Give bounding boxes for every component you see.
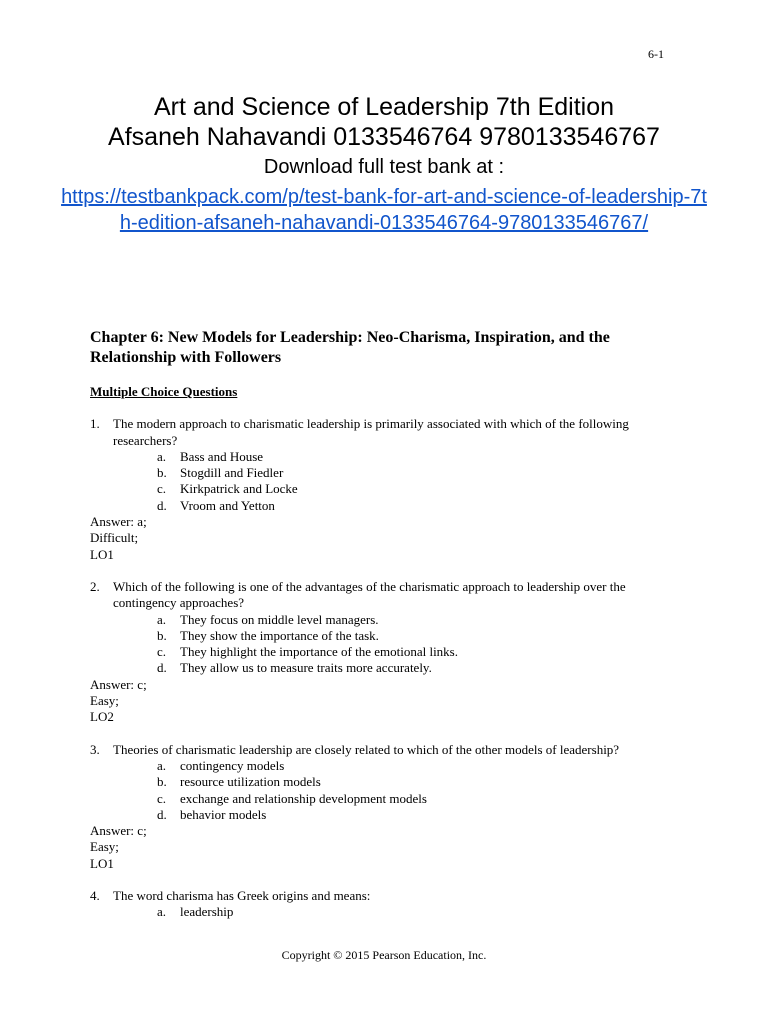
option-list (90, 904, 680, 920)
answer-meta (90, 677, 680, 726)
question-stem (90, 579, 680, 612)
question-stem (90, 742, 680, 758)
option-b (157, 774, 680, 790)
option-b (157, 465, 680, 481)
option-letter: b. (157, 774, 167, 790)
option-text: They focus on middle level managers. (180, 611, 379, 627)
difficulty: Difficult; (90, 530, 139, 546)
difficulty: Easy; (90, 839, 119, 855)
question-number: 1. (90, 416, 100, 432)
difficulty: Easy; (90, 693, 119, 709)
option-text: Bass and House (180, 448, 264, 464)
option-a (157, 449, 680, 465)
option-text: They show the importance of the task. (180, 627, 379, 643)
question-3 (90, 742, 680, 872)
option-list (90, 758, 680, 823)
option-letter: b. (157, 465, 167, 481)
option-letter: a. (157, 904, 167, 920)
question-text: The word charisma has Greek origins and means: (113, 888, 371, 904)
option-letter: a. (157, 448, 167, 464)
option-text: leadership (180, 904, 234, 920)
option-text: contingency models (180, 757, 285, 773)
question-number: 2. (90, 578, 100, 594)
option-b (157, 628, 680, 644)
option-letter: c. (157, 481, 167, 497)
download-link[interactable]: https://testbankpack.com/p/test-bank-for-art-and-science-of-leadership-7th-edition-afsaneh-nahavandi-0133546764-9780133546767/ (61, 186, 707, 234)
option-text: resource utilization models (180, 774, 321, 790)
option-text: Vroom and Yetton (180, 497, 275, 513)
option-text: They allow us to measure traits more accurately. (180, 660, 432, 676)
option-list (90, 612, 680, 677)
answer: Answer: c; (90, 676, 147, 692)
option-c (157, 481, 680, 497)
question-number: 3. (90, 741, 100, 757)
question-stem (90, 416, 680, 449)
learning-objective: LO2 (90, 709, 114, 725)
document-title (40, 92, 728, 152)
title-line-1: Art and Science of Leadership 7th Edition (153, 93, 615, 121)
option-text: They highlight the importance of the emotional links. (180, 644, 458, 660)
title-line-2: Afsaneh Nahavandi 0133546764 9780133546767 (108, 123, 660, 151)
option-letter: a. (157, 757, 167, 773)
option-d (157, 498, 680, 514)
question-text: Which of the following is one of the advantages of the charismatic approach to leadership over the contingency approaches? (113, 578, 626, 611)
copyright-footer: Copyright © 2015 Pearson Education, Inc. (281, 948, 487, 962)
section-title: Multiple Choice Questions (90, 384, 238, 399)
option-text: Kirkpatrick and Locke (180, 481, 298, 497)
learning-objective: LO1 (90, 546, 114, 562)
option-text: exchange and relationship development models (180, 790, 427, 806)
option-letter: d. (157, 806, 167, 822)
option-list (90, 449, 680, 514)
question-2 (90, 579, 680, 726)
answer: Answer: c; (90, 823, 147, 839)
answer-meta (90, 823, 680, 872)
option-letter: d. (157, 660, 167, 676)
option-a (157, 904, 680, 920)
option-d (157, 807, 680, 823)
option-text: Stogdill and Fiedler (180, 465, 284, 481)
question-number: 4. (90, 888, 100, 904)
question-text: The modern approach to charismatic leadership is primarily associated with which of the following researchers? (113, 416, 629, 448)
question-list (90, 416, 680, 920)
document-header (40, 92, 728, 236)
answer: Answer: a; (90, 514, 147, 530)
chapter-title: Chapter 6: New Models for Leadership: Neo-Charisma, Inspiration, and the Relationship with Followers (90, 329, 610, 366)
question-text: Theories of charismatic leadership are closely related to which of the other models of leadership? (113, 741, 620, 757)
option-letter: c. (157, 790, 167, 806)
option-letter: a. (157, 611, 167, 627)
chapter-content (90, 328, 680, 937)
question-4 (90, 888, 680, 921)
download-label: Download full test bank at : (263, 156, 505, 178)
page-number: 6-1 (648, 47, 664, 61)
learning-objective: LO1 (90, 855, 114, 871)
option-letter: d. (157, 497, 167, 513)
option-letter: c. (157, 644, 167, 660)
answer-meta (90, 514, 680, 563)
option-c (157, 644, 680, 660)
question-stem (90, 888, 680, 904)
option-d (157, 660, 680, 676)
option-c (157, 791, 680, 807)
option-a (157, 758, 680, 774)
question-1 (90, 416, 680, 563)
option-letter: b. (157, 627, 167, 643)
option-a (157, 612, 680, 628)
option-text: behavior models (180, 806, 267, 822)
